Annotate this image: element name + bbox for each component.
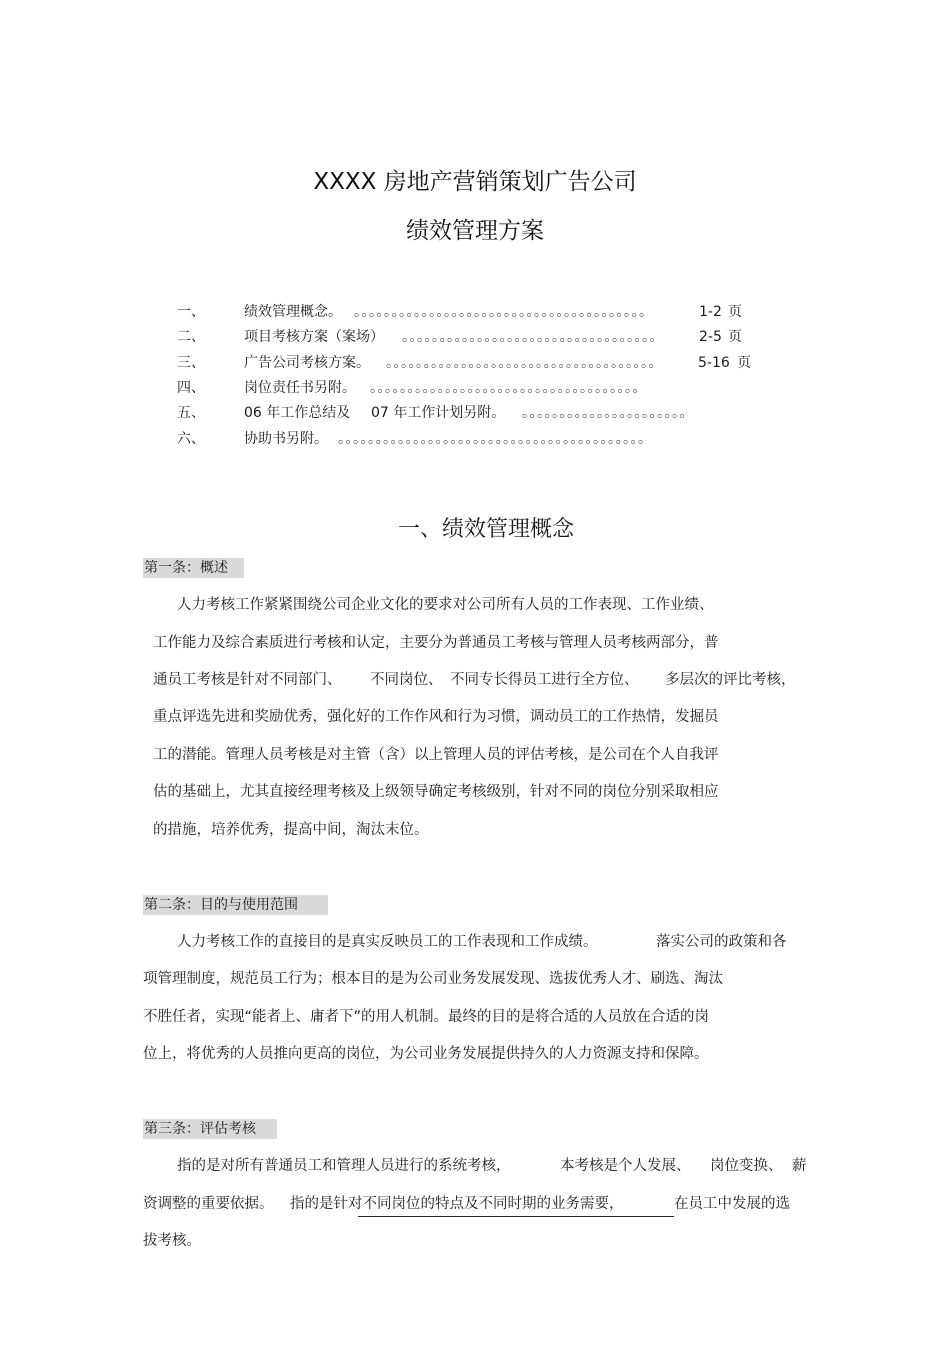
toc-page: 2-5 bbox=[699, 329, 722, 345]
article-label: 第二条：目的与使用范围 bbox=[143, 895, 328, 915]
toc-page-unit: 页 bbox=[728, 304, 742, 320]
toc-leader: 。。。。。。。。。。。。。。。。。。。。。。。。。。。。。。。。。。。。。。。。。 bbox=[338, 431, 653, 447]
paragraph-line: 资调整的重要依据。 bbox=[143, 1196, 274, 1212]
toc-leader: 。。。。。。。。。。。。。。。。。。。。。。。。。。。。。。。。。。。。 bbox=[386, 355, 663, 371]
toc-text: 06 年工作总结及 bbox=[244, 405, 351, 421]
toc-text: 协助书另附。 bbox=[244, 431, 328, 447]
toc-number: 五、 bbox=[177, 405, 205, 421]
paragraph-line: 不同岗位、 bbox=[370, 672, 443, 688]
paragraph-line: 通员工考核是针对不同部门、 bbox=[153, 672, 342, 688]
document-subtitle: 绩效管理方案 bbox=[406, 218, 544, 244]
toc-number: 二、 bbox=[177, 329, 205, 345]
paragraph-line: 位上，将优秀的人员推向更高的岗位，为公司业务发展提供持久的人力资源支持和保障。 bbox=[143, 1046, 709, 1062]
toc-leader: 。。。。。。。。。。。。。。。。。。。。。。。。。。。。。。。。。。。。。。。 bbox=[354, 304, 654, 320]
paragraph-line: 薪 bbox=[792, 1158, 807, 1174]
paragraph-line: 人力考核工作紧紧围绕公司企业文化的要求对公司所有人员的工作表现、工作业绩、 bbox=[177, 597, 714, 613]
toc-text: 项目考核方案（案场） bbox=[244, 329, 384, 345]
toc-leader: 。。。。。。。。。。。。。。。。。。。。。。。。。。。。。。。。。。 bbox=[402, 329, 664, 345]
paragraph-line: 本考核是个人发展、 bbox=[560, 1158, 691, 1174]
section-heading: 一、绩效管理概念 bbox=[398, 517, 575, 542]
toc-leader: 。。。。。。。。。。。。。。。。。。。。。。 bbox=[522, 405, 694, 421]
paragraph-line: 拔考核。 bbox=[143, 1233, 201, 1249]
toc-number: 四、 bbox=[177, 380, 205, 396]
paragraph-line: 估的基础上，尤其直接经理考核及上级领导确定考核级别，针对不同的岗位分别采取相应 bbox=[153, 784, 719, 800]
article-label: 第三条：评估考核 bbox=[143, 1119, 277, 1139]
paragraph-line: 在员工中发展的选 bbox=[674, 1196, 790, 1212]
document-title: XXXX 房地产营销策划广告公司 bbox=[313, 169, 637, 195]
article-label: 第一条：概述 bbox=[143, 558, 244, 578]
toc-text: 岗位责任书另附。 bbox=[244, 380, 356, 396]
toc-text-continued: 07 年工作计划另附。 bbox=[371, 405, 506, 421]
toc-text: 绩效管理概念。 bbox=[244, 304, 342, 320]
paragraph-line: 多层次的评比考核， bbox=[665, 672, 796, 688]
toc-number: 三、 bbox=[177, 355, 205, 371]
paragraph-line: 重点评选先进和奖励优秀，强化好的工作作风和行为习惯，调动员工的工作热情，发掘员 bbox=[153, 709, 719, 725]
toc-text: 广告公司考核方案。 bbox=[244, 355, 370, 371]
paragraph-line: 项管理制度，规范员工行为；根本目的是为公司业务发展发现、选拔优秀人才、刷选、淘汰 bbox=[143, 971, 723, 987]
paragraph-line: 不胜任者，实现“能者上、庸者下”的用人机制。最终的目的是将合适的人员放在合适的岗 bbox=[143, 1009, 710, 1025]
paragraph-line: 工的潜能。管理人员考核是对主管（含）以上管理人员的评估考核，是公司在个人自我评 bbox=[153, 747, 719, 763]
toc-page-unit: 页 bbox=[737, 355, 751, 371]
underline-rule bbox=[358, 1196, 674, 1217]
paragraph-line: 的措施，培养优秀，提高中间，淘汰末位。 bbox=[153, 822, 429, 838]
paragraph-line: 指的是对所有普通员工和管理人员进行的系统考核， bbox=[177, 1158, 511, 1174]
toc-number: 一、 bbox=[177, 304, 205, 320]
paragraph-line: 落实公司的政策和各 bbox=[656, 934, 787, 950]
toc-page-unit: 页 bbox=[728, 329, 742, 345]
paragraph-line: 不同专长得员工进行全方位、 bbox=[450, 672, 639, 688]
toc-page: 5-16 bbox=[698, 355, 730, 371]
paragraph-line: 指的是针对不同岗位的特点及不同时期的业务需要， bbox=[290, 1196, 624, 1212]
paragraph-line: 人力考核工作的直接目的是真实反映员工的工作表现和工作成绩。 bbox=[177, 934, 598, 950]
toc-page: 1-2 bbox=[699, 304, 722, 320]
paragraph-line: 岗位变换、 bbox=[710, 1158, 783, 1174]
toc-leader: 。。。。。。。。。。。。。。。。。。。。。。。。。。。。。。。。。。。。 bbox=[370, 380, 647, 396]
toc-number: 六、 bbox=[177, 431, 205, 447]
paragraph-line: 工作能力及综合素质进行考核和认定，主要分为普通员工考核与管理人员考核两部分，普 bbox=[153, 635, 719, 651]
